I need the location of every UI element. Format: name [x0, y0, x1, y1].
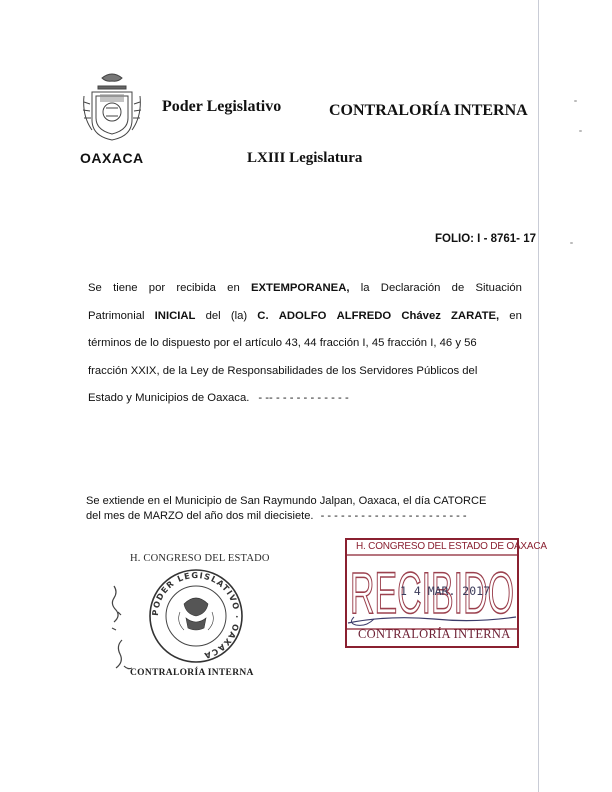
paragraph-line-4 [88, 358, 522, 386]
word: por [148, 282, 166, 294]
closing-paragraph [86, 494, 526, 524]
dash-filler: - -- - - - - - - - - - - - [258, 392, 349, 404]
right-header-title: CONTRALORÍA INTERNA [329, 102, 528, 119]
paragraph-text: Estado y Municipios de Oaxaca. [88, 392, 250, 404]
word: Declaración [380, 282, 441, 294]
paragraph-line-1 [88, 275, 522, 303]
scan-speck [570, 242, 573, 244]
left-stamp-top-text: H. CONGRESO DEL ESTADO [130, 553, 270, 564]
received-stamp-top-text: H. CONGRESO DEL ESTADO DE OAXACA [356, 541, 547, 552]
scan-speck [579, 130, 582, 132]
received-big-text: RECIBIDO [350, 561, 514, 626]
word: tiene [113, 282, 138, 294]
word: (la) [230, 309, 248, 322]
left-header-title: Poder Legislativo [162, 98, 282, 115]
dash-filler: - - - - - - - - - - - - - - - - - - - - - - [320, 510, 467, 522]
left-stamp-bottom-text: CONTRALORÍA INTERNA [130, 668, 254, 678]
scan-speck [574, 100, 577, 102]
declarant-name-part: ALFREDO [336, 309, 392, 322]
paragraph-line-2 [88, 303, 522, 331]
seal-ring-text: PODER LEGISLATIVO · OAXACA [149, 569, 243, 662]
closing-line-1: Se extiende en el Municipio de San Raymundo Jalpan, Oaxaca, el día CATORCE [86, 495, 487, 507]
word: del [205, 309, 221, 322]
state-name-label: OAXACA [80, 150, 144, 166]
word: en [227, 282, 240, 294]
congress-seal-stamp [146, 566, 246, 666]
folio-number: FOLIO: I - 8761- 17 [435, 233, 536, 245]
received-date: 1 4 MAR. 2017 [400, 584, 491, 598]
paragraph-text: fracción XXIX, de la Ley de Responsabilidades de los Servidores Públicos del [88, 364, 478, 377]
word: la [360, 282, 370, 294]
paragraph-text: términos de lo dispuesto por el artículo 43, 44 fracción I, 45 fracción I, 46 y 56 [88, 337, 477, 349]
declarant-name-part: ZARATE, [451, 309, 500, 322]
declarant-name-part: C. [257, 309, 269, 322]
received-stamp-bottom-text: CONTRALORÍA INTERNA [358, 627, 511, 641]
word: recibida [176, 282, 216, 294]
closing-text: del mes de MARZO del año dos mil diecisiete. [86, 510, 314, 522]
paragraph-line-3 [88, 330, 522, 358]
word: en [509, 309, 522, 322]
oaxaca-coat-of-arms-logo [80, 72, 144, 152]
declarant-name-part: Chávez [401, 309, 441, 322]
paragraph-line-5 [88, 385, 522, 413]
declaration-kind-bold: INICIAL [154, 309, 196, 322]
declaration-type-bold: EXTEMPORANEA, [250, 282, 350, 294]
legislature-label: LXIII Legislatura [247, 150, 363, 166]
declarant-name-part: ADOLFO [278, 309, 327, 322]
word: de [451, 282, 465, 294]
declaration-paragraph [88, 275, 522, 413]
handwritten-signature [104, 582, 134, 682]
word: Situación [475, 282, 522, 294]
word: Se [88, 282, 102, 294]
closing-line-2 [86, 509, 526, 524]
word: Patrimonial [88, 309, 145, 322]
page-edge-line [538, 0, 539, 792]
